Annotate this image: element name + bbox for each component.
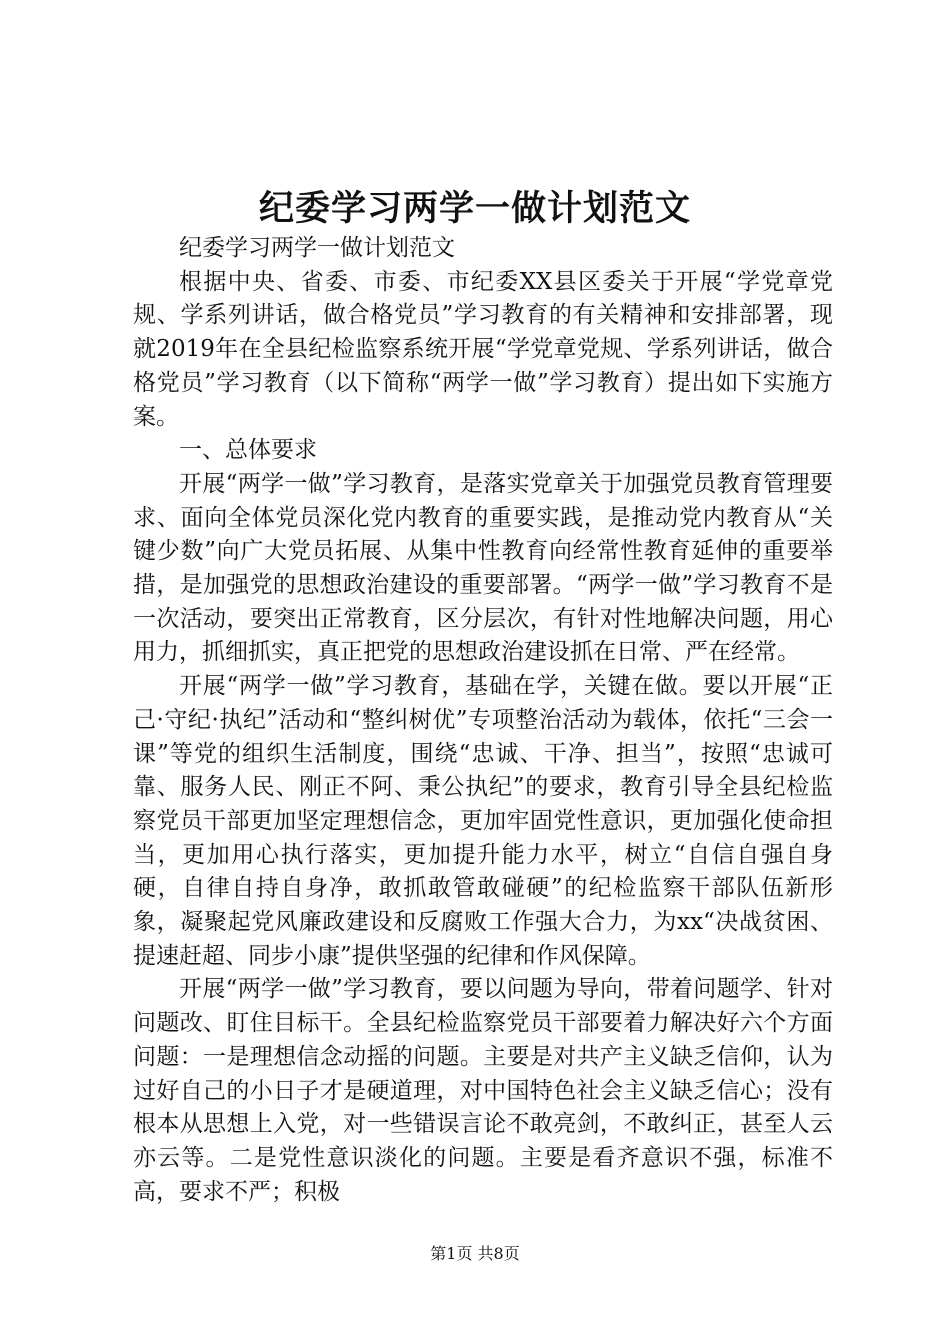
paragraph-intro: 根据中央、省委、市委、市纪委XX县区委关于开展“学党章党规、学系列讲话，做合格党员”学习教育的有关精神和安排部署，现就2019年在全县纪检监察系统开展“学党章党规、学系列讲话，做合格党员”学习教育（以下简称“两学一做”学习教育）提出如下实施方案。 (133, 268, 833, 430)
paragraph: 开展“两学一做”学习教育，是落实党章关于加强党员教育管理要求、面向全体党员深化党内教育的重要实践，是推动党内教育从“关键少数”向广大党员拓展、从集中性教育向经常性教育延伸的重要举措，是加强党的思想政治建设的重要部署。“两学一做”学习教育不是一次活动，要突出正常教育，区分层次，有针对性地解决问题，用心用力，抓细抓实，真正把党的思想政治建设抓在日常、严在经常。 (133, 470, 833, 666)
paragraph: 开展“两学一做”学习教育，要以问题为导向，带着问题学、针对问题改、盯住目标干。全县纪检监察党员干部要着力解决好六个方面问题：一是理想信念动摇的问题。主要是对共产主义缺乏信仰，认为过好自己的小日子才是硬道理，对中国特色社会主义缺乏信心；没有根本从思想上入党，对一些错误言论不敢亮剑，不敢纠正，甚至人云亦云等。二是党性意识淡化的问题。主要是看齐意识不强，标准不高，要求不严；积极 (133, 976, 833, 1205)
paragraph-subtitle: 纪委学习两学一做计划范文 (179, 235, 455, 261)
section-heading-overall-requirements: 一、总体要求 (179, 437, 317, 464)
document-title: 纪委学习两学一做计划范文 (258, 188, 691, 229)
page-number-footer: 第1页 共8页 (430, 1244, 520, 1263)
document-body (133, 232, 833, 1209)
paragraph: 开展“两学一做”学习教育，基础在学，关键在做。要以开展“正己·守纪·执纪”活动和“整纠树优”专项整治活动为载体，依托“三会一课”等党的组织生活制度，围绕“忠诚、干净、担当”，按照“忠诚可靠、服务人民、刚正不阿、秉公执纪”的要求，教育引导全县纪检监察党员干部更加坚定理想信念，更加牢固党性意识，更加强化使命担当，更加用心执行落实，更加提升能力水平，树立“自信自强自身硬，自律自持自身净，敢抓敢管敢碰硬”的纪检监察干部队伍新形象，凝聚起党风廉政建设和反腐败工作强大合力，为xx“决战贫困、提速赶超、同步小康”提供坚强的纪律和作风保障。 (133, 673, 833, 969)
